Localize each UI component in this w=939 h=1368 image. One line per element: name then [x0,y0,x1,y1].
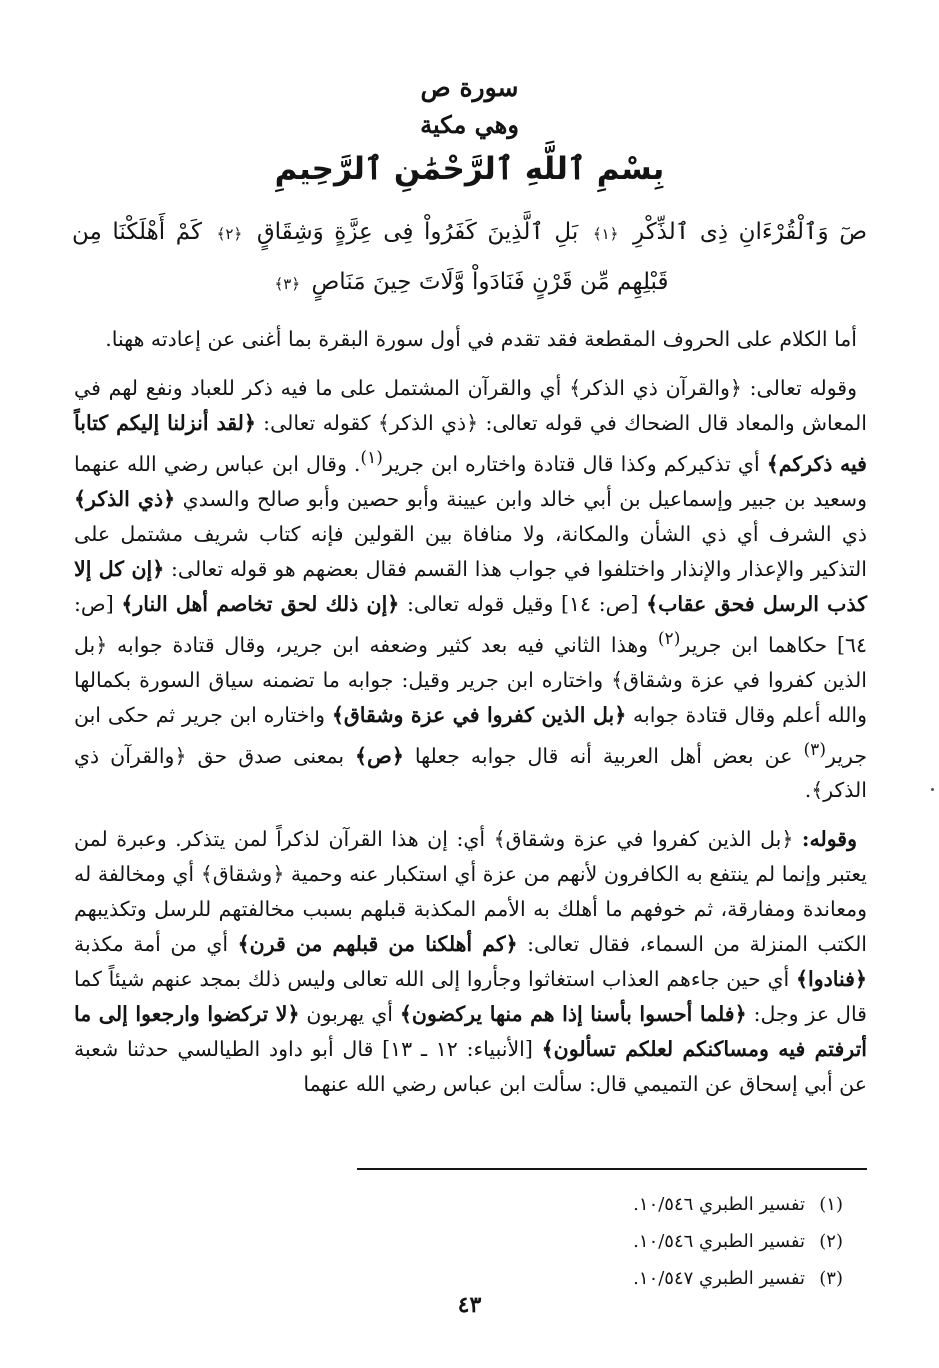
quran-verses [72,208,867,308]
footnotes [633,1186,843,1297]
quoted-verse: ﴿بل الذين كفروا في عزة وشقاق﴾ [331,702,627,727]
surah-title: سورة ص [420,73,519,102]
text-run: أي حين جاءهم العذاب استغاثوا وجأروا إلى الله تعالى وليس ذلك بمجد عنهم شيئاً كما قال عز وجل: [74,967,867,1027]
basmala: بِسْمِ ٱللَّهِ ٱلرَّحْمَٰنِ ٱلرَّحِيمِ [274,151,665,187]
footnote-1 [633,1186,843,1223]
text-run: ذي الشرف أي ذي الشأن والمكانة، ولا منافاة بين القولين فإنه كتاب شريف مشتمل على التذكير والإعذار والإنذار واختلفوا في جواب هذا القسم فقال بعضهم هو قوله تعالى: [74,521,867,581]
paragraph-lead: وقوله: [801,827,857,852]
paragraph-3 [74,822,867,1102]
paragraph-2 [74,371,867,808]
footnote-number: (١) [819,1194,843,1215]
paragraph-1: أما الكلام على الحروف المقطعة فقد تقدم في أول سورة البقرة بما أغنى عن إعادته ههنا. [105,327,857,351]
footnote-text: تفسير الطبري ١٠/٥٤٧. [633,1268,805,1289]
verse-number-1: ﴿١﴾ [592,225,619,243]
quoted-verse: ﴿إن كل إلا كذب الرسل فحق عقاب﴾ [74,556,867,616]
text-run: [ص: ١٤] وقيل قوله تعالى: [399,591,647,616]
page-header [0,70,939,190]
text-run: وهذا الثاني فيه بعد كثير وضعفه ابن جرير، وقال قتادة جوابه ﴿بل الذين كفروا في عزة وشقاق﴾ واختاره ابن جرير وقيل: جوابه ما تضمنه سياق السورة بكمالها والله أعلم وقال قتادة جوابه [74,632,867,727]
page-number: ٤٣ [457,1292,482,1318]
text-run: أي تذكيركم وكذا قال قتادة واختاره ابن جرير [382,451,767,476]
footnote-ref-2: (٢) [657,628,681,649]
verse-number-2: ﴿٢﴾ [216,225,243,243]
verse-2: بَلِ ٱلَّذِينَ كَفَرُواْ فِى عِزَّةٍ وَشِقَاقٍ [256,219,579,245]
footnote-text: تفسير الطبري ١٠/٥٤٦. [633,1194,805,1215]
text-run: وقوله تعالى: ﴿والقرآن ذي الذكر﴾ أي والقرآن المشتمل على ما فيه ذكر للعباد ونفع لهم في المعاش والمعاد قال الضحاك في قوله تعالى: ﴿ذي الذكر﴾ كقوله تعالى: [74,376,867,435]
verse-1: صٓ وَٱلْقُرْءَانِ ذِى ٱلذِّكْرِ [633,219,868,245]
text-run: . وقال ابن عباس رضي الله عنهما وسعيد بن جبير وإسماعيل بن أبي خالد وابن عيينة وأبو حصين وأبو صالح والسدي [74,451,867,511]
footnote-ref-3: (٣) [803,739,827,760]
quoted-verse: ﴿ص﴾ [355,743,404,768]
text-run: أي يهربون [299,1002,400,1027]
text-run: أي من أمة مكذبة [74,932,238,957]
text-run: واختاره ابن جرير ثم حكى ابن جرير [74,702,868,768]
footnote-number: (٣) [819,1268,843,1289]
quoted-verse: ﴿إن ذلك لحق تخاصم أهل النار﴾ [121,591,400,616]
quoted-verse: ﴿لا تركضوا وارجعوا إلى ما أترفتم فيه ومساكنكم لعلكم تسألون﴾ [74,1002,867,1062]
surah-subtitle: وهي مكية [420,110,519,139]
quoted-verse: ﴿كم أهلكنا من قبلهم من قرن﴾ [237,932,518,957]
text-run: [الأنبياء: ١٢ ـ ١٣] قال أبو داود الطيالسي حدثنا شعبة عن أبي إسحاق عن التميمي قال: سألت ابن عباس رضي الله عنهما [74,1037,867,1097]
quoted-verse: ﴿ذي الذكر﴾ [74,486,176,511]
footnote-ref-1: (١) [360,448,383,468]
verse-number-3: ﴿٣﴾ [274,275,301,293]
footnote-number: (٢) [819,1231,843,1252]
text-run: ﴿بل الذين كفروا في عزة وشقاق﴾ أي: إن هذا القرآن لذكراً لمن يتذكر. وعبرة لمن يعتبر وإنما لم ينتفع به الكافرون لأنهم من عزة أي استكبار عنه وحمية ﴿وشقاق﴾ أي ومخالفة له ومعاندة ومفارقة، ثم خوفهم ما أهلك به الأمم المكذبة قبلهم بسبب مخالفتهم للرسل وتكذيبهم الكتب المنزلة من السماء، فقال تعالى: [74,827,868,957]
footnote-2 [633,1223,843,1260]
footnote-text: تفسير الطبري ١٠/٥٤٦. [633,1231,805,1252]
verse-3: كَمْ أَهْلَكْنَا مِن قَبْلِهِم مِّن قَرْنٍ فَنَادَواْ وَّلَاتَ حِينَ مَنَاصٍ [72,219,669,295]
quoted-verse: ﴿لقد أنزلنا إليكم كتاباً فيه ذكركم﴾ [74,411,867,476]
scan-speck [931,788,934,791]
text-run: عن بعض أهل العربية أنه قال جوابه جعلها [403,743,804,768]
quoted-verse: ﴿فلما أحسوا بأسنا إذا هم منها يركضون﴾ [399,1002,747,1027]
footnote-divider [357,1168,867,1170]
text-run: بمعنى صدق حق ﴿والقرآن ذي الذكر﴾. [74,743,867,803]
commentary-text [74,322,867,1102]
quoted-verse: ﴿فنادوا﴾ [796,967,867,992]
text-run: [ص: ٦٤] حكاهما ابن جرير [74,591,868,657]
